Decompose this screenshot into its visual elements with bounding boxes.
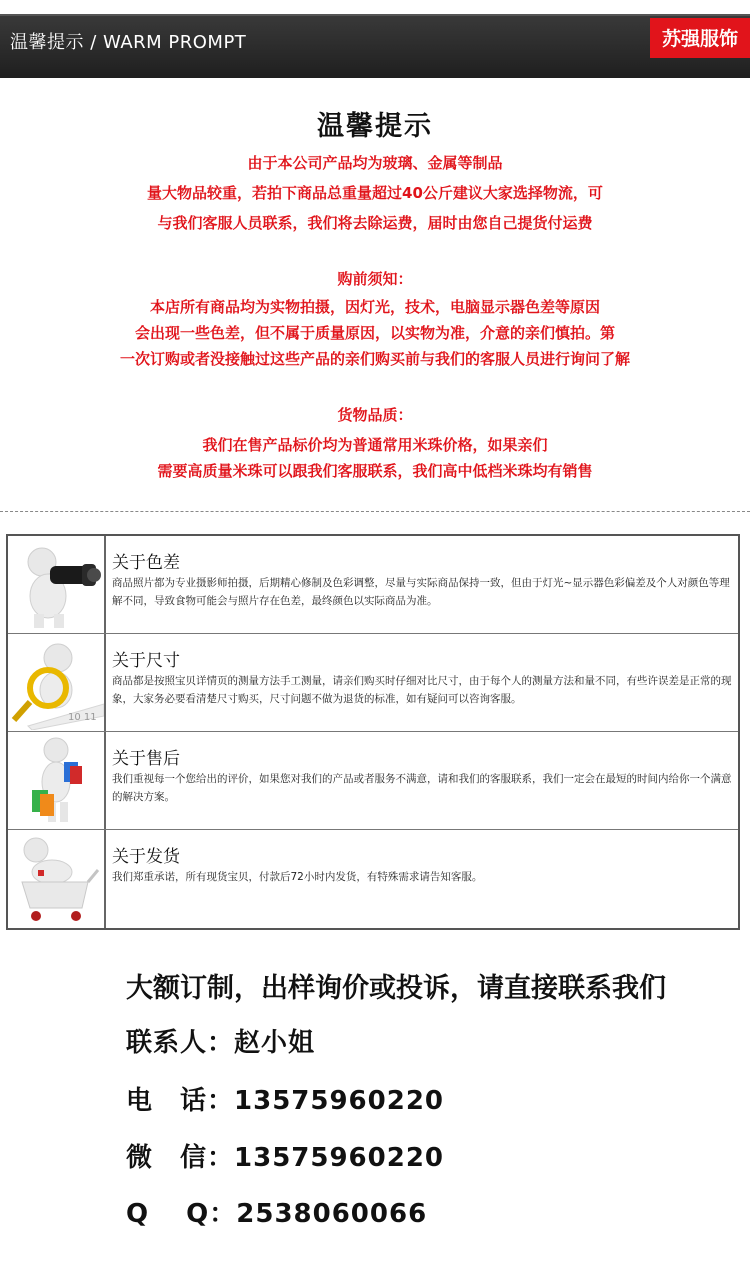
notice-line: 会出现一些色差，但不属于质量原因，以实物为准，介意的亲们慎拍。第 bbox=[134, 324, 615, 342]
info-heading: 关于发货 bbox=[112, 847, 180, 867]
contact-person bbox=[126, 1022, 315, 1059]
info-row-color bbox=[8, 536, 738, 634]
camera-figure-icon bbox=[8, 536, 106, 633]
info-body: 商品都是按照宝贝详情页的测量方法手工测量，请亲们购买时仔细对比尺寸，由于每个人的测量方法和量不同，有些许误差是正常的现象，大家务必要看清楚尺寸购买，尺寸问题不做为退货的标准，如有疑问可以咨询客服。 bbox=[112, 675, 732, 705]
notice-title: 温馨提示 bbox=[317, 111, 433, 142]
dashed-divider bbox=[0, 511, 750, 512]
info-heading: 关于尺寸 bbox=[112, 651, 180, 671]
notice-line: 由于本公司产品均为玻璃、金属等制品 bbox=[247, 154, 503, 172]
info-body: 商品照片都为专业摄影师拍摄，后期精心修制及色彩调整，尽量与实际商品保持一致，但由于灯光~显示器色彩偏差及个人对颜色等理解不同，导致食物可能会与照片存在色差，最终颜色以实际商品为准。 bbox=[112, 577, 730, 607]
notice-line: 本店所有商品均为实物拍摄，因灯光，技术，电脑显示器色差等原因 bbox=[149, 298, 600, 316]
notice-line: 量大物品较重，若拍下商品总重量超过40公斤建议大家选择物流，可 bbox=[147, 184, 603, 202]
contact-wechat-label: 微 信： bbox=[126, 1143, 235, 1173]
info-row-aftersale bbox=[8, 732, 738, 830]
banner-stripe bbox=[0, 14, 750, 16]
notice-line: 我们在售产品标价均为普通常用米珠价格，如果亲们 bbox=[202, 436, 548, 454]
info-row-size bbox=[8, 634, 738, 732]
contact-person-value: 赵小姐 bbox=[234, 1028, 316, 1058]
info-body: 我们郑重承诺，所有现货宝贝，付款后72小时内发货，有特殊需求请告知客服。 bbox=[112, 871, 483, 883]
top-banner bbox=[0, 0, 750, 78]
notice-subtitle: 货物品质： bbox=[337, 406, 413, 424]
contact-qq-label: Q Q： bbox=[126, 1199, 237, 1229]
contact-wechat-value: 13575960220 bbox=[234, 1143, 445, 1173]
ruler-text: 10 11 bbox=[68, 712, 97, 723]
notice-subtitle: 购前须知： bbox=[337, 270, 413, 288]
brand-badge: 苏强服饰 bbox=[650, 18, 750, 56]
contact-phone bbox=[126, 1080, 444, 1117]
cart-figure-icon bbox=[8, 830, 106, 928]
contact-wechat bbox=[126, 1137, 444, 1174]
contact-person-label: 联系人： bbox=[126, 1028, 235, 1058]
info-row-shipping bbox=[8, 830, 738, 928]
ruler-figure-icon bbox=[8, 634, 106, 731]
shopping-bags-figure-icon bbox=[8, 732, 106, 829]
notice-line: 一次订购或者没接触过这些产品的亲们购买前与我们的客服人员进行询问了解 bbox=[119, 350, 630, 368]
info-table bbox=[6, 534, 740, 930]
contact-phone-label: 电 话： bbox=[126, 1086, 235, 1116]
info-heading: 关于售后 bbox=[112, 749, 180, 769]
brand-underline bbox=[650, 56, 750, 58]
banner-title: 温馨提示 / WARM PROMPT bbox=[10, 32, 247, 53]
info-heading: 关于色差 bbox=[112, 553, 180, 573]
contact-qq-value: 2538060066 bbox=[236, 1199, 428, 1229]
contact-qq bbox=[126, 1193, 427, 1230]
info-body: 我们重视每一个您给出的评价，如果您对我们的产品或者服务不满意，请和我们的客服联系，我们一定会在最短的时间内给你一个满意的解决方案。 bbox=[112, 773, 732, 803]
notice-line: 需要高质量米珠可以跟我们客服联系，我们高中低档米珠均有销售 bbox=[157, 462, 593, 480]
contact-headline: 大额订制，出样询价或投诉，请直接联系我们 bbox=[126, 973, 666, 1004]
contact-phone-value: 13575960220 bbox=[234, 1086, 445, 1116]
notice-line: 与我们客服人员联系，我们将去除运费，届时由您自己提货付运费 bbox=[157, 214, 593, 232]
